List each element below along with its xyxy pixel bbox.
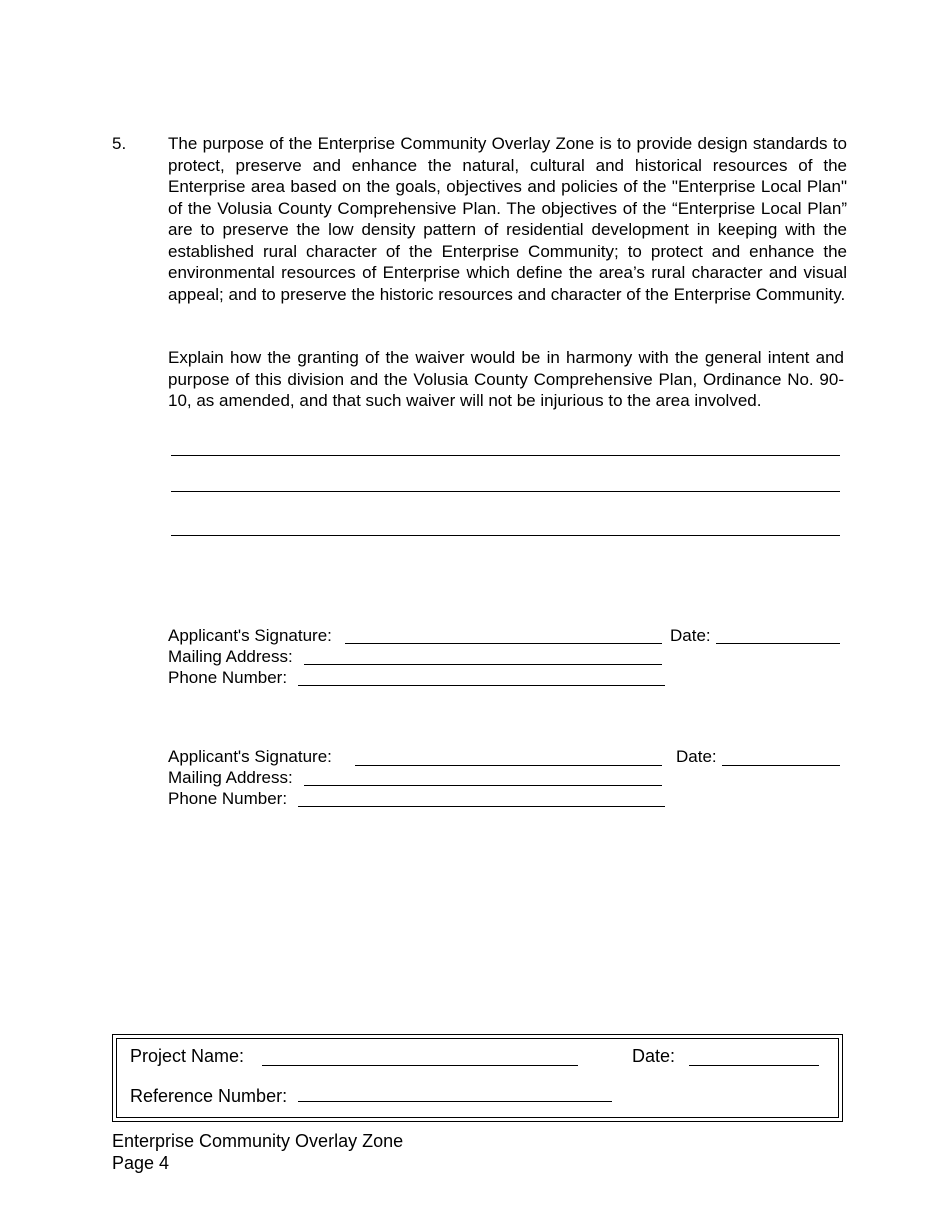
applicant1-signature-field[interactable]	[345, 643, 662, 644]
project-name-label: Project Name:	[130, 1046, 245, 1066]
applicant2-phone-label: Phone Number:	[168, 789, 288, 808]
reference-number-label: Reference Number:	[130, 1086, 288, 1106]
footer-title: Enterprise Community Overlay Zone	[112, 1131, 404, 1151]
applicant1-date-field[interactable]	[716, 643, 840, 644]
applicant1-address-field[interactable]	[304, 664, 662, 665]
item-number: 5.	[112, 134, 127, 153]
purpose-paragraph: The purpose of the Enterprise Community Overlay Zone is to provide design standards to protect, preserve and enhance the natural, cultural and historical resources of the Enterprise area based on the goals, objectives and policies of the "Enterprise Local Plan" of the Volusia County Comprehensive Plan. The objectives of the “Enterprise Local Plan” are to preserve the low density pattern of residential development in keeping with the established rural character of the Enterprise Community; to protect and enhance the environmental resources of Enterprise which define the area’s rural character and visual appeal; and to preserve the historic resources and character of the Enterprise Community.	[168, 134, 847, 304]
applicant1-address-label: Mailing Address:	[168, 647, 293, 666]
applicant2-date-field[interactable]	[722, 765, 840, 766]
applicant2-phone-field[interactable]	[298, 806, 665, 807]
applicant2-signature-field[interactable]	[355, 765, 662, 766]
reference-number-field[interactable]	[298, 1101, 612, 1102]
answer-line-1[interactable]	[171, 455, 840, 456]
project-name-field[interactable]	[262, 1065, 578, 1066]
answer-line-3[interactable]	[171, 535, 840, 536]
applicant2-address-label: Mailing Address:	[168, 768, 293, 787]
applicant2-signature-label: Applicant's Signature:	[168, 747, 332, 766]
applicant2-address-field[interactable]	[304, 785, 662, 786]
applicant2-date-label: Date:	[676, 747, 717, 766]
applicant1-signature-label: Applicant's Signature:	[168, 626, 332, 645]
box-date-label: Date:	[632, 1046, 676, 1066]
applicant1-date-label: Date:	[670, 626, 711, 645]
explain-paragraph: Explain how the granting of the waiver would be in harmony with the general intent and purpose of this division and the Volusia County Comprehensive Plan, Ordinance No. 90-10, as amended, and that such waiver will not be injurious to the area involved.	[168, 348, 844, 410]
footer-page-number: Page 4	[112, 1153, 170, 1173]
answer-line-2[interactable]	[171, 491, 840, 492]
applicant1-phone-field[interactable]	[298, 685, 665, 686]
box-date-field[interactable]	[689, 1065, 819, 1066]
applicant1-phone-label: Phone Number:	[168, 668, 288, 687]
